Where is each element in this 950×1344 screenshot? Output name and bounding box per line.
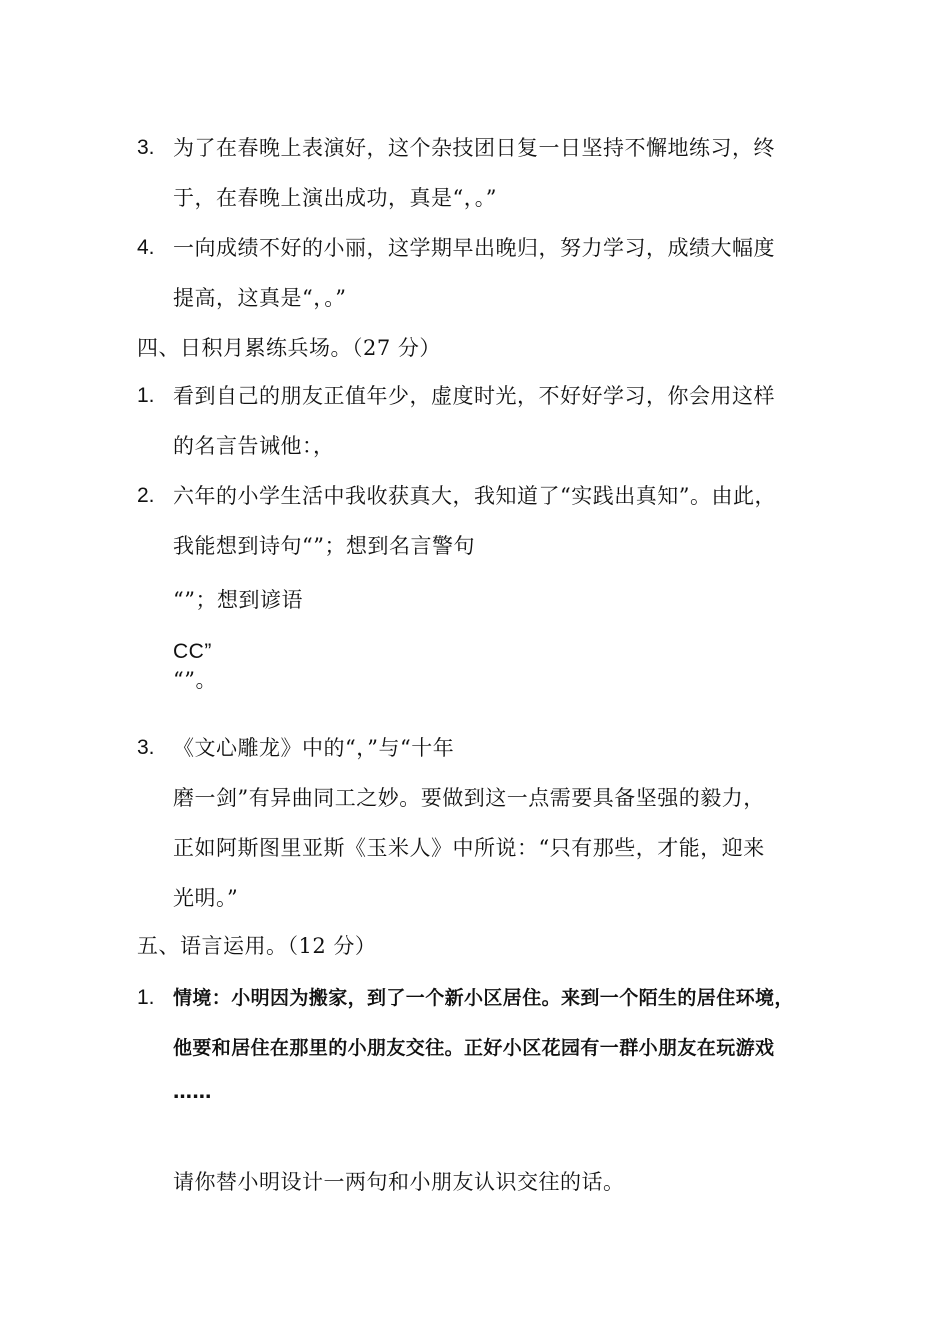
question-text-line: 于，在春晚上演出成功，真是“，。” [173, 186, 497, 210]
question-text-line: CC” [173, 640, 212, 663]
question-text-line: “”；想到谚语 [173, 588, 303, 612]
question-number: 4. [137, 236, 155, 259]
question-text-line: 光明。” [173, 886, 239, 910]
question-text-line: 请你替小明设计一两句和小朋友认识交往的话。 [173, 1170, 625, 1194]
question-number: 1. [137, 986, 155, 1009]
scenario-text-line: …… [173, 1081, 212, 1103]
question-number: 3. [137, 736, 155, 759]
section-heading: 五、语言运用。（12 分） [137, 934, 377, 958]
scenario-text-line: 情境：小明因为搬家，到了一个新小区居住。来到一个陌生的居住环境， [173, 987, 794, 1009]
question-text-line: 磨一剑”有异曲同工之妙。要做到这一点需要具备坚强的毅力， [173, 786, 765, 810]
question-number: 2. [137, 484, 155, 507]
question-text-line: 《文心雕龙》中的“，”与“十年 [173, 736, 455, 760]
section-heading: 四、日积月累练兵场。（27 分） [137, 336, 441, 360]
question-text-line: 的名言告诫他：， [173, 434, 335, 458]
question-text-line: 一向成绩不好的小丽，这学期早出晚归，努力学习，成绩大幅度 [173, 236, 775, 260]
question-number: 1. [137, 384, 155, 407]
question-text-line: 为了在春晚上表演好，这个杂技团日复一日坚持不懈地练习，终 [173, 136, 775, 160]
question-text-line: 看到自己的朋友正值年少，虚度时光，不好好学习，你会用这样 [173, 384, 775, 408]
question-text-line: 提高，这真是“，。” [173, 286, 347, 310]
question-text-line: 正如阿斯图里亚斯《玉米人》中所说：“只有那些，才能，迎来 [173, 836, 765, 860]
question-number: 3. [137, 136, 155, 159]
scenario-text-line: 他要和居住在那里的小朋友交往。正好小区花园有一群小朋友在玩游戏 [173, 1037, 775, 1059]
question-text-line: 我能想到诗句“”；想到名言警句 [173, 534, 475, 558]
question-text-line: “”。 [173, 668, 217, 692]
question-text-line: 六年的小学生活中我收获真大，我知道了“实践出真知”。由此， [173, 484, 776, 508]
